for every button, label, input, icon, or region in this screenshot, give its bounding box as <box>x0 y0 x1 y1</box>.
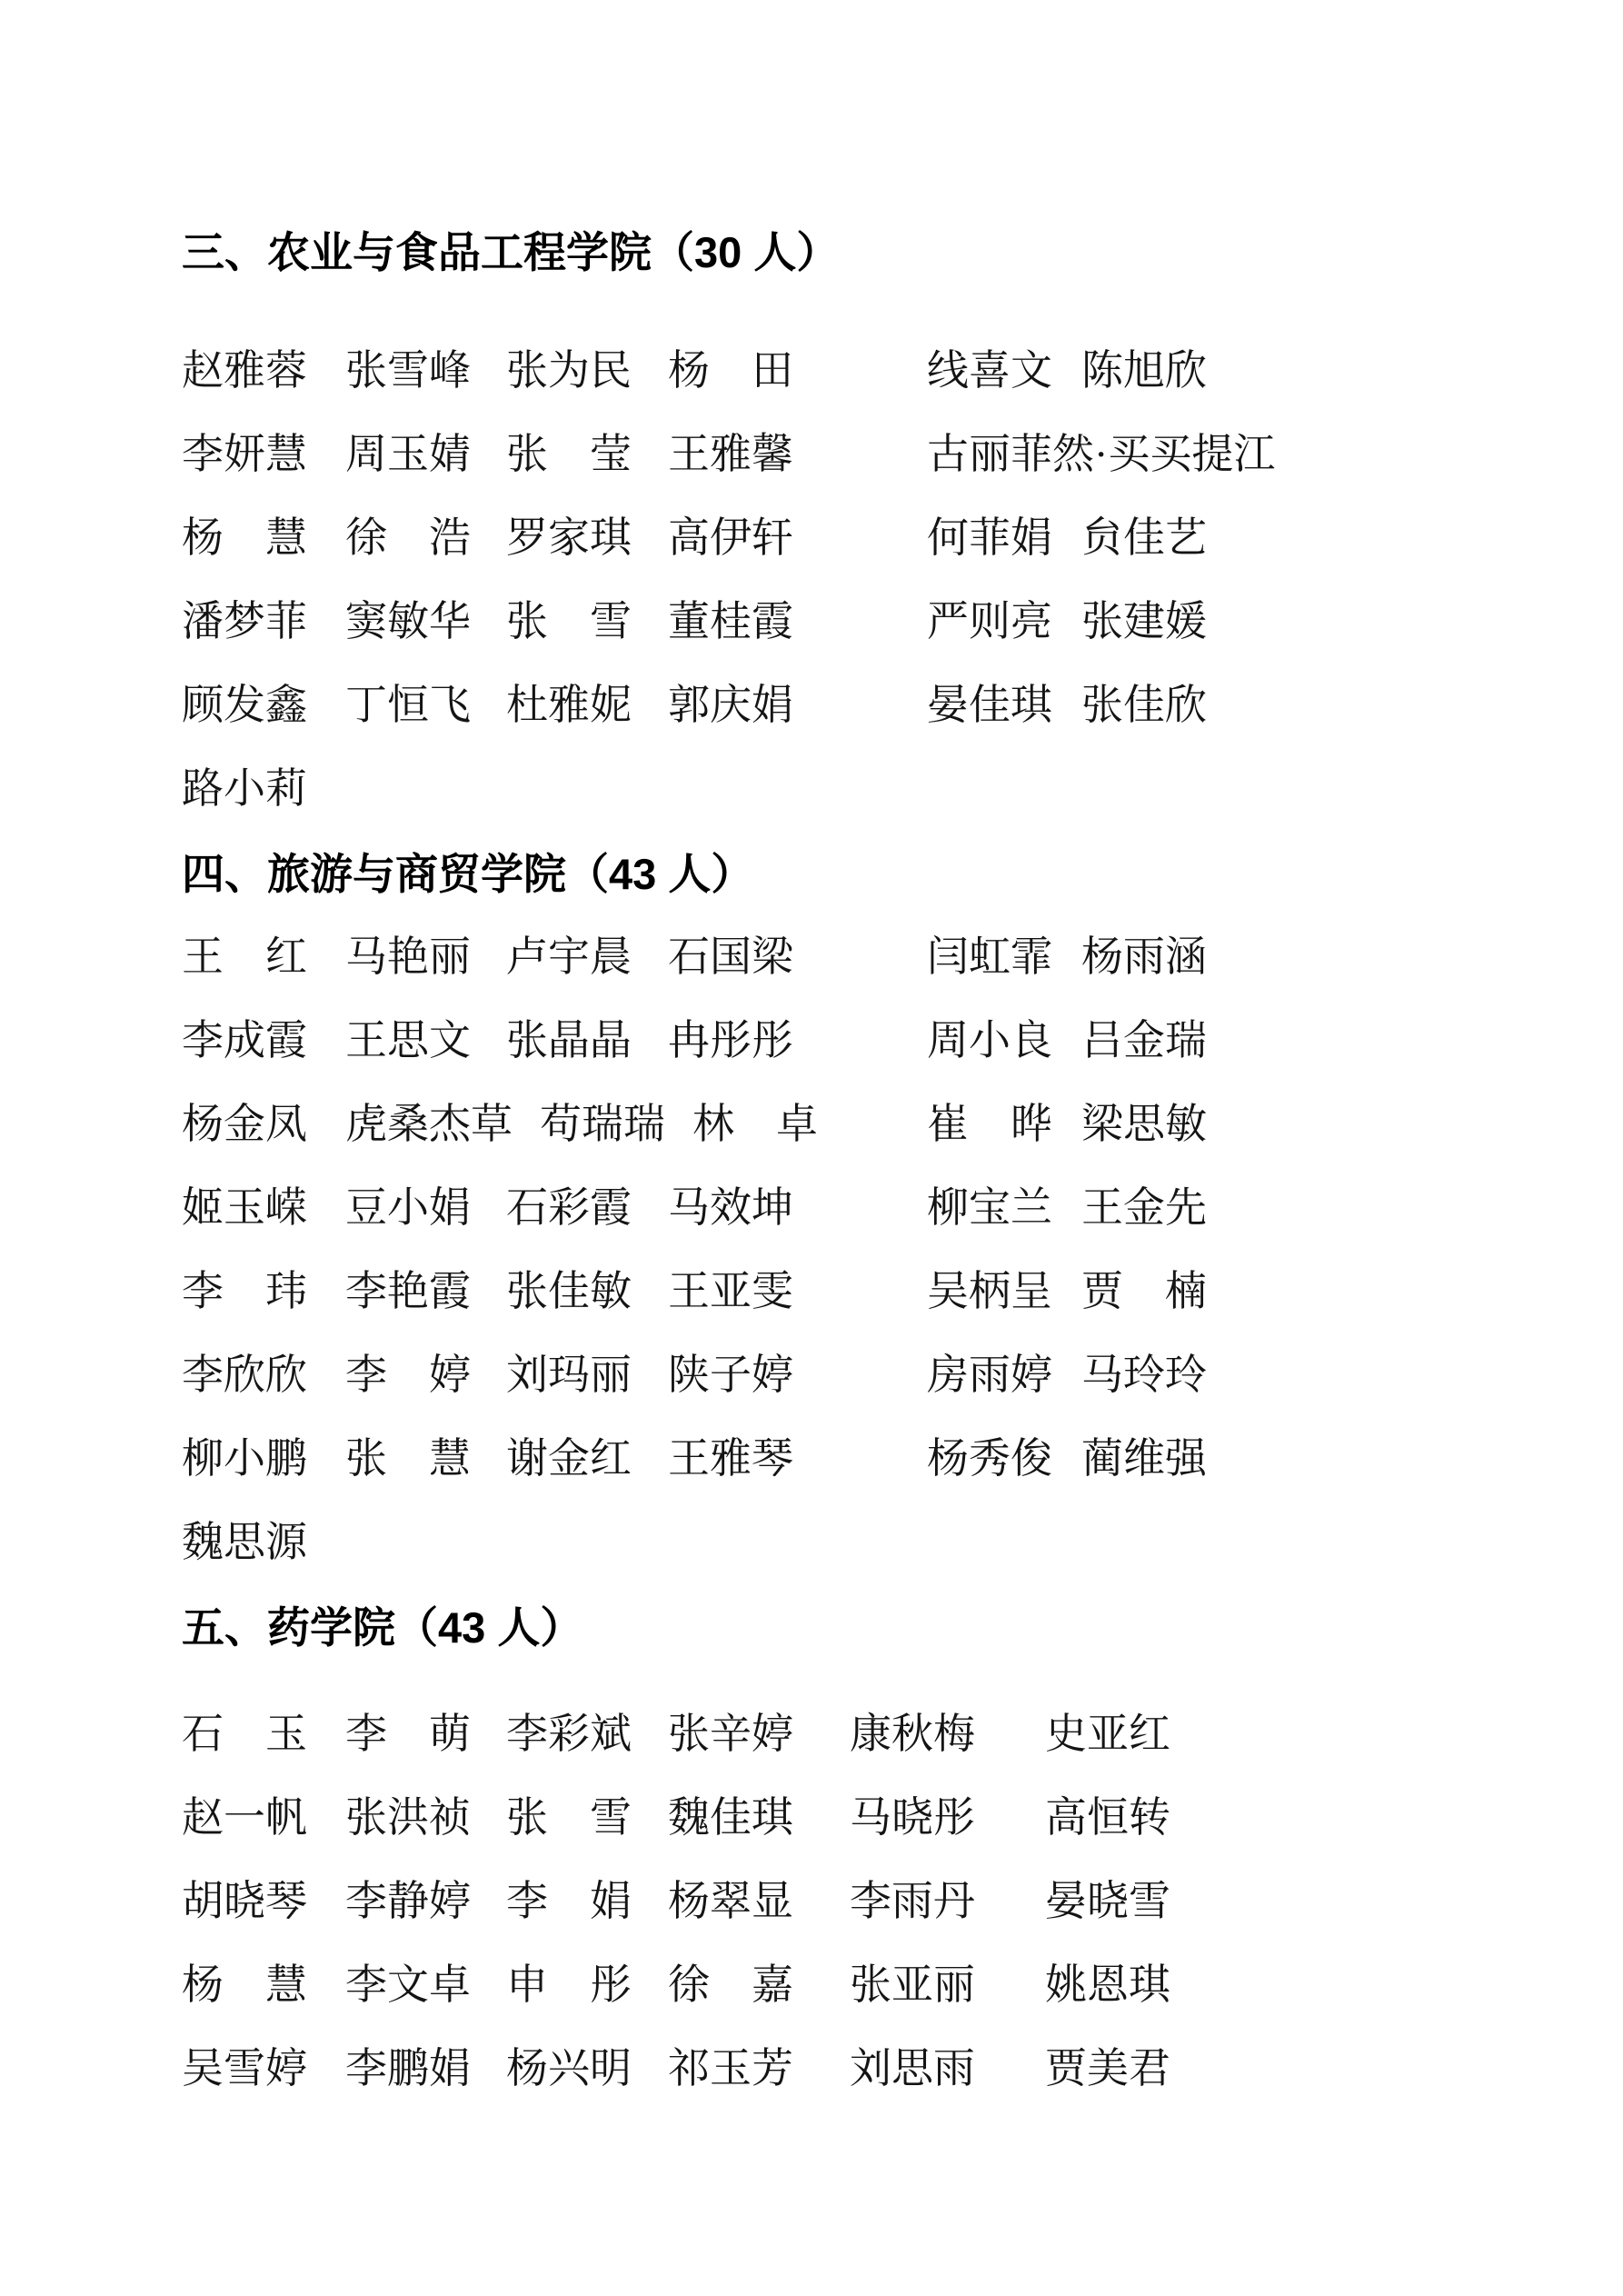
student-name: 李静婷 <box>345 1878 471 1924</box>
student-name: 康秋梅 <box>850 1711 975 1757</box>
student-name: 石国梁 <box>668 933 793 980</box>
student-name: 马晓彤 <box>850 1794 975 1841</box>
name-row <box>0 1184 1623 1231</box>
student-name: 张雪峰 <box>345 347 471 394</box>
student-name: 杨翠显 <box>668 1878 793 1924</box>
student-name: 丁恒飞 <box>345 682 471 728</box>
student-name: 吴柄呈 <box>927 1268 1052 1314</box>
student-name: 李 玮 <box>182 1268 307 1314</box>
student-name: 杨金凤 <box>182 1101 307 1147</box>
student-name: 高伊轩 <box>668 514 793 561</box>
student-name: 豆小娟 <box>345 1184 471 1231</box>
student-name: 苟瑞瑞 <box>540 1101 665 1147</box>
name-row <box>0 1103 1623 1145</box>
student-name: 周小良 <box>927 1017 1052 1063</box>
name-rows <box>0 933 1623 1565</box>
student-name: 祁玉芳 <box>668 2045 793 2091</box>
student-name: 罗家琪 <box>506 514 632 561</box>
name-row <box>0 598 1623 644</box>
student-name: 陕子婷 <box>668 1352 793 1398</box>
student-name: 魏思源 <box>182 1519 307 1565</box>
student-name: 徐 浩 <box>345 514 471 561</box>
name-row <box>0 765 1623 812</box>
student-name: 申 彤 <box>506 1962 632 2008</box>
student-name: 张佳敏 <box>506 1268 632 1314</box>
name-row <box>0 1794 1623 1841</box>
student-name: 李鹏娟 <box>345 2045 471 2091</box>
student-name: 潘梦菲 <box>182 598 307 644</box>
student-name: 古丽菲然·买买提江 <box>927 431 1276 477</box>
name-row <box>0 1713 1623 1755</box>
student-name: 李艳霞 <box>345 1268 471 1314</box>
student-name: 梁思敏 <box>1081 1101 1207 1147</box>
student-name: 杨 田 <box>668 347 793 394</box>
student-name: 王亚雯 <box>668 1268 793 1314</box>
student-name: 刘思雨 <box>850 2045 975 2091</box>
student-name: 吕金瑞 <box>1081 1017 1207 1063</box>
name-row <box>0 684 1623 726</box>
student-name: 王雅琴 <box>668 1435 793 1482</box>
student-name: 杨兴明 <box>506 2045 632 2091</box>
student-name: 李欣欣 <box>182 1352 307 1398</box>
student-name: 线喜文 <box>927 347 1052 394</box>
name-row <box>0 1354 1623 1396</box>
student-name: 王思文 <box>345 1017 471 1063</box>
name-row <box>0 431 1623 477</box>
student-name: 吴雪婷 <box>182 2045 307 2091</box>
student-name: 李文卓 <box>345 1962 471 2008</box>
student-name: 谢金红 <box>506 1435 632 1482</box>
student-name: 王雅馨 <box>668 431 793 477</box>
student-name: 李雨丹 <box>850 1878 975 1924</box>
student-name: 董桂霞 <box>668 598 793 644</box>
student-name: 晏佳琪 <box>927 682 1052 728</box>
student-name: 杨秀俊 <box>927 1435 1052 1482</box>
student-name: 李妍慧 <box>182 431 307 477</box>
section-heading: 四、旅游与商贸学院（43 人） <box>182 850 754 898</box>
student-name: 张 雪 <box>506 1794 632 1841</box>
student-name: 柳小鹏 <box>182 1435 307 1482</box>
student-name: 张 雪 <box>506 598 632 644</box>
student-name: 石 玉 <box>182 1711 307 1757</box>
section-heading: 五、药学院（43 人） <box>182 1603 583 1652</box>
student-name: 张洪祯 <box>345 1794 471 1841</box>
student-name: 赵一帆 <box>182 1794 307 1841</box>
student-name: 赵雅蓉 <box>182 347 307 394</box>
student-name: 顾发鑫 <box>182 682 307 728</box>
student-name: 张为民 <box>506 347 632 394</box>
student-name: 王金先 <box>1081 1184 1207 1231</box>
student-name: 张 莹 <box>506 431 632 477</box>
student-name: 闫虹霏 <box>927 933 1052 980</box>
student-name: 路小莉 <box>182 765 307 812</box>
student-name: 马玲玲 <box>1081 1352 1207 1398</box>
student-name: 贾美君 <box>1045 2045 1170 2091</box>
student-name: 严则亮 <box>927 598 1052 644</box>
student-name: 姚恩琪 <box>1045 1962 1170 2008</box>
student-name: 贠佳艺 <box>1081 514 1207 561</box>
name-row <box>0 347 1623 394</box>
student-name: 晏晓雪 <box>1045 1878 1170 1924</box>
student-name: 王 红 <box>182 933 307 980</box>
name-row <box>0 1964 1623 2006</box>
name-row <box>0 933 1623 980</box>
student-name: 杨雨涵 <box>1081 933 1207 980</box>
student-name: 刘玛丽 <box>506 1352 632 1398</box>
name-row <box>0 514 1623 561</box>
student-name: 卢宇晨 <box>506 933 632 980</box>
student-name: 史亚红 <box>1045 1711 1170 1757</box>
student-name: 徐 嘉 <box>668 1962 793 2008</box>
student-name: 魏佳琪 <box>668 1794 793 1841</box>
student-name: 贾 楠 <box>1081 1268 1207 1314</box>
student-name: 马艳丽 <box>345 933 471 980</box>
student-name: 李彩斌 <box>506 1711 632 1757</box>
student-name: 虎桑杰草 <box>345 1101 513 1147</box>
student-name: 李 娟 <box>506 1878 632 1924</box>
name-row <box>0 1017 1623 1063</box>
student-name: 周玉婧 <box>345 431 471 477</box>
student-name: 胡晓琴 <box>182 1878 307 1924</box>
student-name: 冉彤彤 <box>668 1017 793 1063</box>
section-pharmacy <box>0 1605 1623 2090</box>
name-rows <box>0 347 1623 812</box>
student-name: 姬玉嵘 <box>182 1184 307 1231</box>
name-row <box>0 2045 1623 2091</box>
student-name: 杨 慧 <box>182 1962 307 2008</box>
student-name: 李 婷 <box>345 1352 471 1398</box>
section-tourism-commerce <box>0 852 1623 1563</box>
student-name: 郭庆娟 <box>668 682 793 728</box>
student-name: 窦敏华 <box>345 598 471 644</box>
name-rows <box>0 1713 1623 2090</box>
student-name: 何菲娟 <box>927 514 1052 561</box>
student-name: 张亚丽 <box>850 1962 975 2008</box>
name-row <box>0 1268 1623 1314</box>
student-name: 崔 晔 <box>927 1101 1052 1147</box>
name-row <box>0 1519 1623 1565</box>
student-name: 蔺维强 <box>1081 1435 1207 1482</box>
section-heading: 三、农业与食品工程学院（30 人） <box>182 228 840 276</box>
student-name: 张建媛 <box>1081 598 1207 644</box>
section-agriculture-food-engineering <box>0 230 1623 810</box>
student-name: 杨 慧 <box>182 514 307 561</box>
name-row <box>0 1435 1623 1482</box>
student-name: 高恒转 <box>1045 1794 1170 1841</box>
student-name: 石彩霞 <box>506 1184 632 1231</box>
student-name: 张辛婷 <box>668 1711 793 1757</box>
student-name: 杜雅妮 <box>506 682 632 728</box>
student-name: 张 慧 <box>345 1435 471 1482</box>
student-name: 张晶晶 <box>506 1017 632 1063</box>
student-name: 李 萌 <box>345 1711 471 1757</box>
student-name: 马效坤 <box>668 1184 793 1231</box>
student-name: 房雨婷 <box>927 1352 1052 1398</box>
student-name: 林 卓 <box>692 1101 818 1147</box>
student-name: 柳宝兰 <box>927 1184 1052 1231</box>
student-name: 李成霞 <box>182 1017 307 1063</box>
student-name: 张佳欣 <box>1081 682 1207 728</box>
student-name: 陈旭欣 <box>1081 347 1207 394</box>
name-row <box>0 1878 1623 1924</box>
